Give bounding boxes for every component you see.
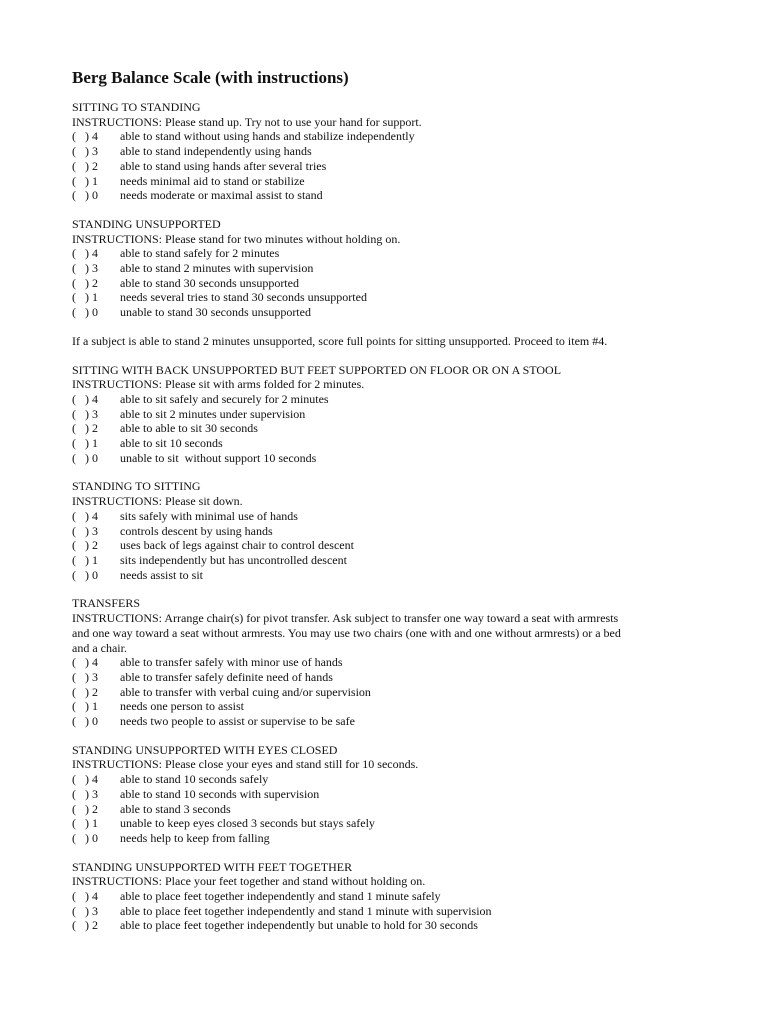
score-option [72,802,712,817]
score-option [72,889,712,904]
score-checkbox-label: ( ) 2 [72,801,98,816]
score-option [72,290,712,305]
instructions-text: and a chair. [72,640,127,655]
scale-item-section [72,860,712,934]
score-option-text: uses back of legs against chair to control descent [120,538,354,553]
score-option [72,831,712,846]
score-option [72,421,712,436]
document-title: Berg Balance Scale (with instructions) [72,68,349,87]
score-checkbox-label: ( ) 0 [72,305,98,320]
score-option-text: needs help to keep from falling [120,830,270,845]
score-option-text: able to place feet together independently and stand 1 minute safely [120,889,441,904]
scale-item-section [72,217,712,320]
score-option [72,685,712,700]
instructions-text: and one way toward a seat without armrests. You may use two chairs (one with and one without armrests) or a bed [72,625,621,640]
score-option-text: needs assist to sit [120,567,203,582]
score-option [72,451,712,466]
score-option [72,568,712,583]
score-option [72,787,712,802]
score-option [72,407,712,422]
score-option [72,305,712,320]
score-option [72,816,712,831]
score-checkbox-label: ( ) 2 [72,538,98,553]
score-option-text: unable to stand 30 seconds unsupported [120,305,311,320]
score-option-text: able to able to sit 30 seconds [120,421,258,436]
score-option-text: able to sit 2 minutes under supervision [120,406,306,421]
instructions-text: INSTRUCTIONS: Please stand up. Try not to use your hand for support. [72,114,422,129]
scale-item-section [72,100,712,203]
score-option [72,553,712,568]
score-option-text: unable to sit without support 10 seconds [120,450,317,465]
score-checkbox-label: ( ) 4 [72,508,98,523]
scoring-note: If a subject is able to stand 2 minutes unsupported, score full points for sitting unsupported. Proceed to item #4. [72,333,608,348]
score-option [72,699,712,714]
score-option [72,144,712,159]
section-heading: STANDING UNSUPPORTED WITH EYES CLOSED [72,742,338,757]
score-checkbox-label: ( ) 3 [72,786,98,801]
score-checkbox-label: ( ) 3 [72,523,98,538]
score-checkbox-label: ( ) 1 [72,436,98,451]
document-body [72,68,712,947]
score-option-text: needs moderate or maximal assist to stand [120,188,323,203]
score-option-text: sits independently but has uncontrolled descent [120,552,347,567]
score-checkbox-label: ( ) 2 [72,275,98,290]
score-option [72,772,712,787]
score-option [72,261,712,276]
score-checkbox-label: ( ) 2 [72,684,98,699]
scale-item-section [72,596,712,728]
score-checkbox-label: ( ) 0 [72,188,98,203]
score-option [72,436,712,451]
score-option [72,904,712,919]
score-checkbox-label: ( ) 1 [72,552,98,567]
score-option [72,655,712,670]
score-checkbox-label: ( ) 1 [72,816,98,831]
score-option [72,246,712,261]
score-checkbox-label: ( ) 0 [72,830,98,845]
score-checkbox-label: ( ) 2 [72,158,98,173]
score-option-text: controls descent by using hands [120,523,273,538]
section-heading: SITTING TO STANDING [72,100,201,114]
score-checkbox-label: ( ) 4 [72,772,98,787]
score-checkbox-label: ( ) 1 [72,699,98,714]
score-option [72,174,712,189]
score-checkbox-label: ( ) 4 [72,129,98,144]
score-checkbox-label: ( ) 4 [72,655,98,670]
score-option [72,918,712,933]
score-option-text: able to stand 3 seconds [120,801,231,816]
scale-item-section [72,743,712,846]
score-option-text: able to place feet together independently and stand 1 minute with supervision [120,903,492,918]
score-checkbox-label: ( ) 3 [72,261,98,276]
score-checkbox-label: ( ) 4 [72,889,98,904]
score-checkbox-label: ( ) 4 [72,246,98,261]
score-option-text: able to stand 2 minutes with supervision [120,261,314,276]
instructions-text: INSTRUCTIONS: Place your feet together and stand without holding on. [72,874,426,889]
score-option-text: sits safely with minimal use of hands [120,508,298,523]
score-checkbox-label: ( ) 2 [72,421,98,436]
instructions-text: INSTRUCTIONS: Arrange chair(s) for pivot transfer. Ask subject to transfer one way toward a seat with armrests [72,611,619,626]
score-option-text: able to stand using hands after several tries [120,158,327,173]
score-option [72,509,712,524]
section-heading: STANDING UNSUPPORTED WITH FEET TOGETHER [72,859,353,874]
score-checkbox-label: ( ) 3 [72,669,98,684]
scale-item-section [72,479,712,582]
score-option [72,670,712,685]
score-option [72,524,712,539]
score-option [72,714,712,729]
score-option [72,129,712,144]
score-option-text: able to sit safely and securely for 2 minutes [120,391,329,406]
score-option-text: able to transfer safely definite need of hands [120,669,333,684]
score-option-text: needs minimal aid to stand or stabilize [120,173,305,188]
score-checkbox-label: ( ) 3 [72,406,98,421]
score-option-text: able to stand safely for 2 minutes [120,246,280,261]
score-checkbox-label: ( ) 1 [72,290,98,305]
section-heading: TRANSFERS [72,596,141,611]
score-checkbox-label: ( ) 3 [72,903,98,918]
score-option-text: able to stand independently using hands [120,144,312,159]
instructions-text: INSTRUCTIONS: Please sit down. [72,494,243,509]
score-option [72,159,712,174]
score-option-text: able to transfer with verbal cuing and/or supervision [120,684,371,699]
scale-item-section [72,363,712,466]
section-heading: STANDING UNSUPPORTED [72,216,221,231]
score-option [72,538,712,553]
score-checkbox-label: ( ) 2 [72,918,98,933]
score-option-text: able to place feet together independently but unable to hold for 30 seconds [120,918,478,933]
score-checkbox-label: ( ) 0 [72,450,98,465]
score-checkbox-label: ( ) 0 [72,714,98,729]
score-checkbox-label: ( ) 4 [72,391,98,406]
score-option [72,392,712,407]
section-heading: STANDING TO SITTING [72,479,201,494]
score-option [72,188,712,203]
score-option-text: needs several tries to stand 30 seconds unsupported [120,290,367,305]
score-option-text: needs two people to assist or supervise to be safe [120,714,355,729]
score-option-text: able to sit 10 seconds [120,436,223,451]
instructions-text: INSTRUCTIONS: Please stand for two minutes without holding on. [72,231,401,246]
score-option-text: able to stand 10 seconds safely [120,772,269,787]
score-option-text: able to transfer safely with minor use of hands [120,655,343,670]
score-checkbox-label: ( ) 3 [72,144,98,159]
score-checkbox-label: ( ) 1 [72,173,98,188]
score-option-text: able to stand 30 seconds unsupported [120,275,299,290]
score-option-text: able to stand without using hands and stabilize independently [120,129,415,144]
instructions-text: INSTRUCTIONS: Please sit with arms folded for 2 minutes. [72,377,365,392]
section-heading: SITTING WITH BACK UNSUPPORTED BUT FEET SUPPORTED ON FLOOR OR ON A STOOL [72,362,562,377]
score-checkbox-label: ( ) 0 [72,567,98,582]
score-option-text: unable to keep eyes closed 3 seconds but stays safely [120,816,375,831]
instructions-text: INSTRUCTIONS: Please close your eyes and stand still for 10 seconds. [72,757,419,772]
score-option-text: able to stand 10 seconds with supervision [120,786,320,801]
score-option-text: needs one person to assist [120,699,244,714]
score-option [72,276,712,291]
